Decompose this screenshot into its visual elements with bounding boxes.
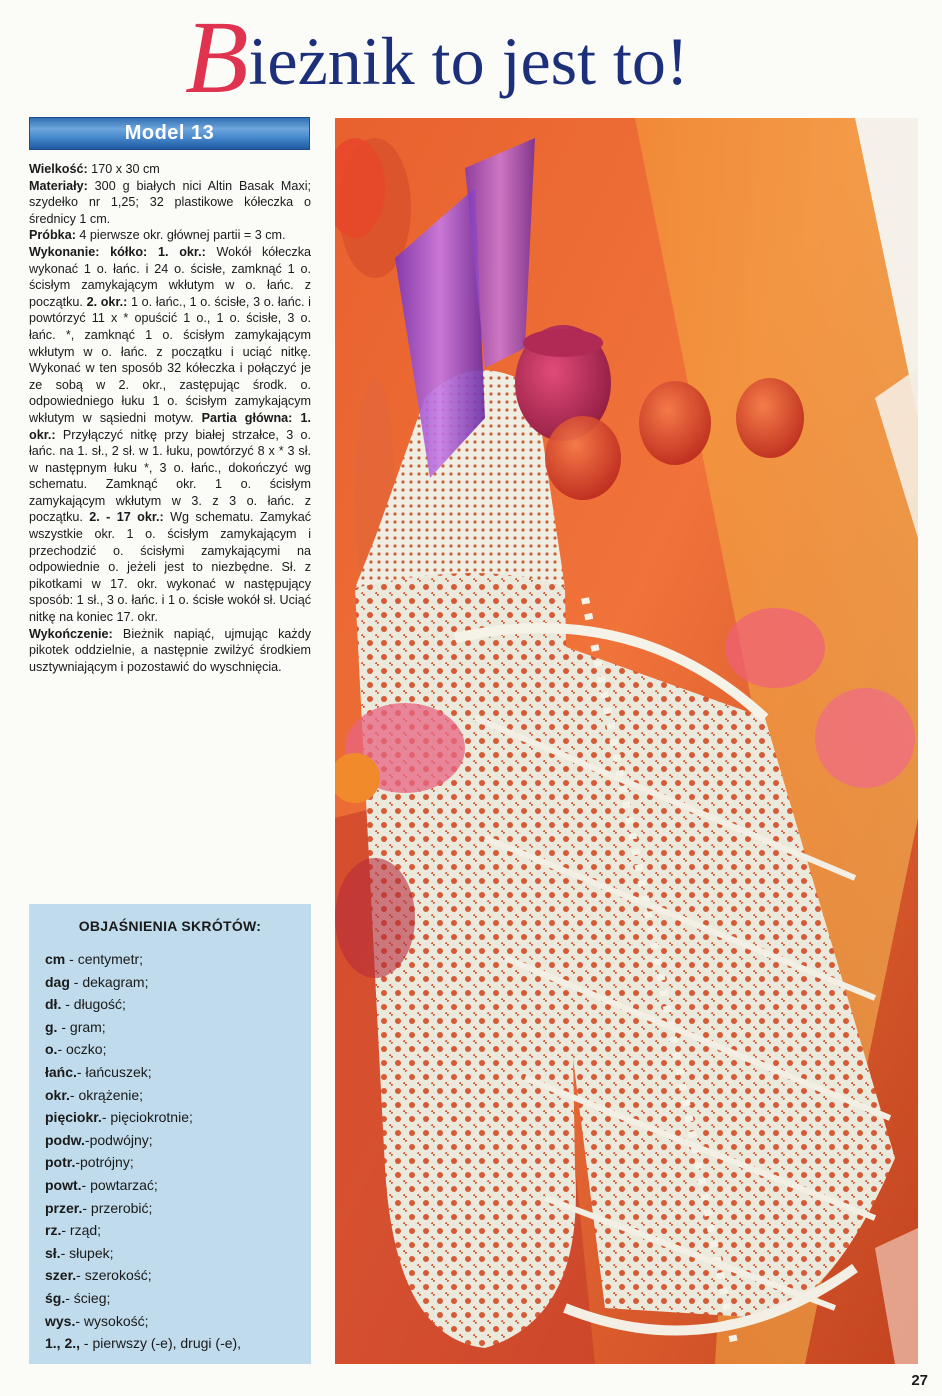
abbreviation-meaning: gram; — [69, 1018, 106, 1035]
page-title — [185, 0, 925, 115]
abbreviation-item — [45, 1038, 311, 1061]
abbreviation-term: przer. — [45, 1199, 83, 1216]
abbreviation-meaning: ścieg; — [73, 1289, 111, 1306]
abbreviation-term: cm — [45, 951, 66, 967]
abbreviation-item — [45, 1310, 311, 1333]
instruction-term: Materiały: — [29, 178, 88, 193]
abbreviation-item — [45, 1106, 311, 1129]
instruction-paragraph — [29, 227, 311, 244]
instruction-term: Wykonanie: kółko: 1. okr.: — [29, 244, 206, 259]
abbreviation-separator: - — [101, 1109, 111, 1126]
abbreviation-separator: - — [69, 973, 83, 990]
instruction-paragraph — [29, 161, 311, 178]
instruction-term: Partia główna: 1. okr.: — [29, 410, 312, 442]
abbreviation-meaning: wysokość; — [83, 1312, 149, 1329]
abbreviation-meaning: długość; — [73, 996, 126, 1013]
instruction-text: Przyłączyć nitkę przy białej strzałce, 3 o. łańc. na 1. sł., 2 sł. w 1. łuku, powtórzyć 8 x * 3 sł. w następnym łuku *, 3 o. łańc., dokończyć wg schematu. Zamknąć okr. 1 o. ścisłym zamykającym wkłutym w 3. z 3 o. łańc. z początku. — [29, 427, 311, 525]
abbreviation-separator: - — [61, 996, 74, 1013]
instruction-text: 1 o. łańc., 1 o. ścisłe, 3 o. łańc. i powtórzyć 11 x * opuścić 1 o., 1 o. ścisłe, 3 o. łańc. *, zamknąć 1 o. ścisłym zamykającym wkłutym w o. łańc. z początku i uciąć nitkę. Wykonać w ten sposób 32 kółeczka i połączyć je ze sobą w 2. okr., zastępując środk. o. odpowiedniego łuku 1 o. ścisłym zamykającym wkłutym w sąsiedni motyw. — [29, 294, 311, 425]
abbreviation-meaning: dekagram; — [82, 973, 149, 990]
abbreviation-term: szer. — [45, 1267, 77, 1284]
abbreviations-box — [29, 904, 311, 1364]
model-label: Model 13 — [124, 122, 215, 144]
abbreviation-item — [45, 1061, 311, 1084]
abbreviation-meaning: szerokość; — [84, 1267, 152, 1284]
abbreviation-item — [45, 1129, 311, 1152]
abbreviation-term: dag — [45, 973, 70, 990]
title-initial: B — [185, 0, 249, 115]
abbreviation-item — [45, 1242, 311, 1265]
instruction-term: Próbka: — [29, 228, 76, 243]
abbreviation-item — [45, 1174, 311, 1197]
instruction-text: Wokół kółeczka wykonać 1 o. łańc. i 24 o. ścisłe, zamknąć 1 o. ścisłym zamykającym wkłutym w o. łańc. z początku. — [29, 244, 311, 309]
abbreviation-item — [45, 1151, 311, 1174]
abbreviation-item — [45, 1332, 311, 1355]
abbreviation-separator: - — [82, 1199, 91, 1216]
abbreviation-meaning: oczko; — [66, 1041, 107, 1058]
abbreviation-meaning: słupek; — [69, 1244, 114, 1261]
abbreviation-item — [45, 971, 311, 994]
abbreviation-meaning: rząd; — [69, 1222, 102, 1239]
title-rest: ieżnik to jest to! — [248, 23, 689, 99]
abbreviation-separator: - — [65, 951, 78, 967]
instruction-text: 170 x 30 cm — [87, 162, 160, 176]
abbreviation-term: rz. — [45, 1222, 62, 1239]
abbreviation-item — [45, 1016, 311, 1039]
abbreviation-separator: - — [65, 1289, 74, 1306]
instruction-text: Bieżnik napiąć, ujmując każdy pikotek oddzielnie, a następnie zwilżyć środkiem usztywniającym i pozostawić do wyschnięcia. — [29, 626, 311, 674]
abbreviation-item — [45, 1219, 311, 1242]
abbreviation-term: sł. — [45, 1244, 61, 1261]
abbreviation-meaning: powtarzać; — [90, 1176, 158, 1193]
abbreviation-separator: - — [75, 1312, 84, 1329]
abbreviation-separator: - — [61, 1222, 70, 1239]
abbreviation-meaning: potrójny; — [80, 1154, 134, 1171]
page-number: 27 — [911, 1372, 928, 1389]
abbreviation-separator: - — [81, 1176, 91, 1193]
abbreviation-term: podw. — [45, 1131, 85, 1148]
abbreviation-separator: - — [84, 1131, 90, 1148]
instruction-text: 4 pierwsze okr. głównej partii = 3 cm. — [75, 228, 286, 243]
abbreviation-meaning: centymetr; — [77, 951, 144, 967]
instruction-text: 300 g białych nici Altin Basak Maxi; szydełko nr 1,25; 32 plastikowe kółeczka o średnicy 1 cm. — [29, 178, 311, 226]
abbreviation-meaning: podwójny; — [89, 1131, 153, 1148]
abbreviation-separator: - — [80, 1335, 93, 1352]
abbreviation-term: pięciokr. — [45, 1109, 102, 1126]
abbreviation-item — [45, 1287, 311, 1310]
abbreviation-term: 1., 2., — [45, 1335, 81, 1352]
abbreviation-term: o. — [45, 1041, 58, 1058]
abbreviation-term: dł. — [45, 996, 62, 1013]
abbreviation-item — [45, 948, 311, 971]
abbreviation-meaning: łańcuszek; — [85, 1063, 152, 1080]
abbreviation-term: okr. — [45, 1086, 70, 1103]
abbreviation-item — [45, 1264, 311, 1287]
instruction-paragraph — [29, 178, 311, 228]
abbreviation-item — [45, 993, 311, 1016]
model-heading-bar — [29, 117, 310, 150]
abbreviation-item — [45, 1197, 311, 1220]
abbreviation-meaning: pięciokrotnie; — [110, 1109, 193, 1126]
abbreviations-title: OBJAŚNIENIA SKRÓTÓW: — [78, 918, 262, 934]
abbreviation-term: g. — [45, 1018, 58, 1035]
abbreviation-item — [45, 1084, 311, 1107]
photo-illustration — [335, 118, 918, 1364]
instruction-paragraph — [29, 626, 311, 676]
instruction-text: Wg schematu. Zamykać wszystkie okr. 1 o. ścisłym zamykającym i przechodzić o. ścisłymi zamykającymi na odpowiednie o. jeżeli jest to niezbędne. Sł. z pikotkami w 17. okr. wykonać w następujący sposób: 1 sł., 3 o. łańc. i 1 o. ścisłe wokół sł. Uciąć nitkę na koniec 17. okr. — [29, 510, 311, 625]
abbreviation-term: powt. — [45, 1176, 82, 1193]
abbreviation-separator: - — [57, 1018, 70, 1035]
instruction-term: 2. okr.: — [86, 294, 128, 309]
abbreviation-separator: - — [69, 1086, 79, 1103]
abbreviation-separator: - — [76, 1267, 85, 1284]
abbreviation-meaning: pierwszy (-e), drugi (-e), — [92, 1335, 242, 1352]
abbreviation-term: łańc. — [45, 1063, 77, 1080]
instruction-term: 2. - 17 okr.: — [89, 510, 164, 525]
abbreviation-separator: - — [57, 1041, 67, 1058]
instruction-term: Wielkość: — [29, 162, 88, 176]
instructions-text — [29, 161, 311, 675]
abbreviation-meaning: okrążenie; — [78, 1086, 144, 1103]
abbreviation-separator: - — [76, 1063, 86, 1080]
instruction-term: Wykończenie: — [29, 626, 113, 641]
abbreviation-separator: - — [60, 1244, 70, 1261]
table-runner-photo — [335, 118, 918, 1364]
abbreviation-term: potr. — [45, 1154, 76, 1171]
instruction-paragraph — [29, 244, 311, 626]
abbreviation-term: śg. — [45, 1289, 66, 1306]
abbreviation-term: wys. — [45, 1312, 76, 1329]
abbreviation-separator: - — [75, 1154, 81, 1171]
abbreviation-meaning: przerobić; — [90, 1199, 153, 1216]
abbreviations-list — [45, 948, 311, 1355]
